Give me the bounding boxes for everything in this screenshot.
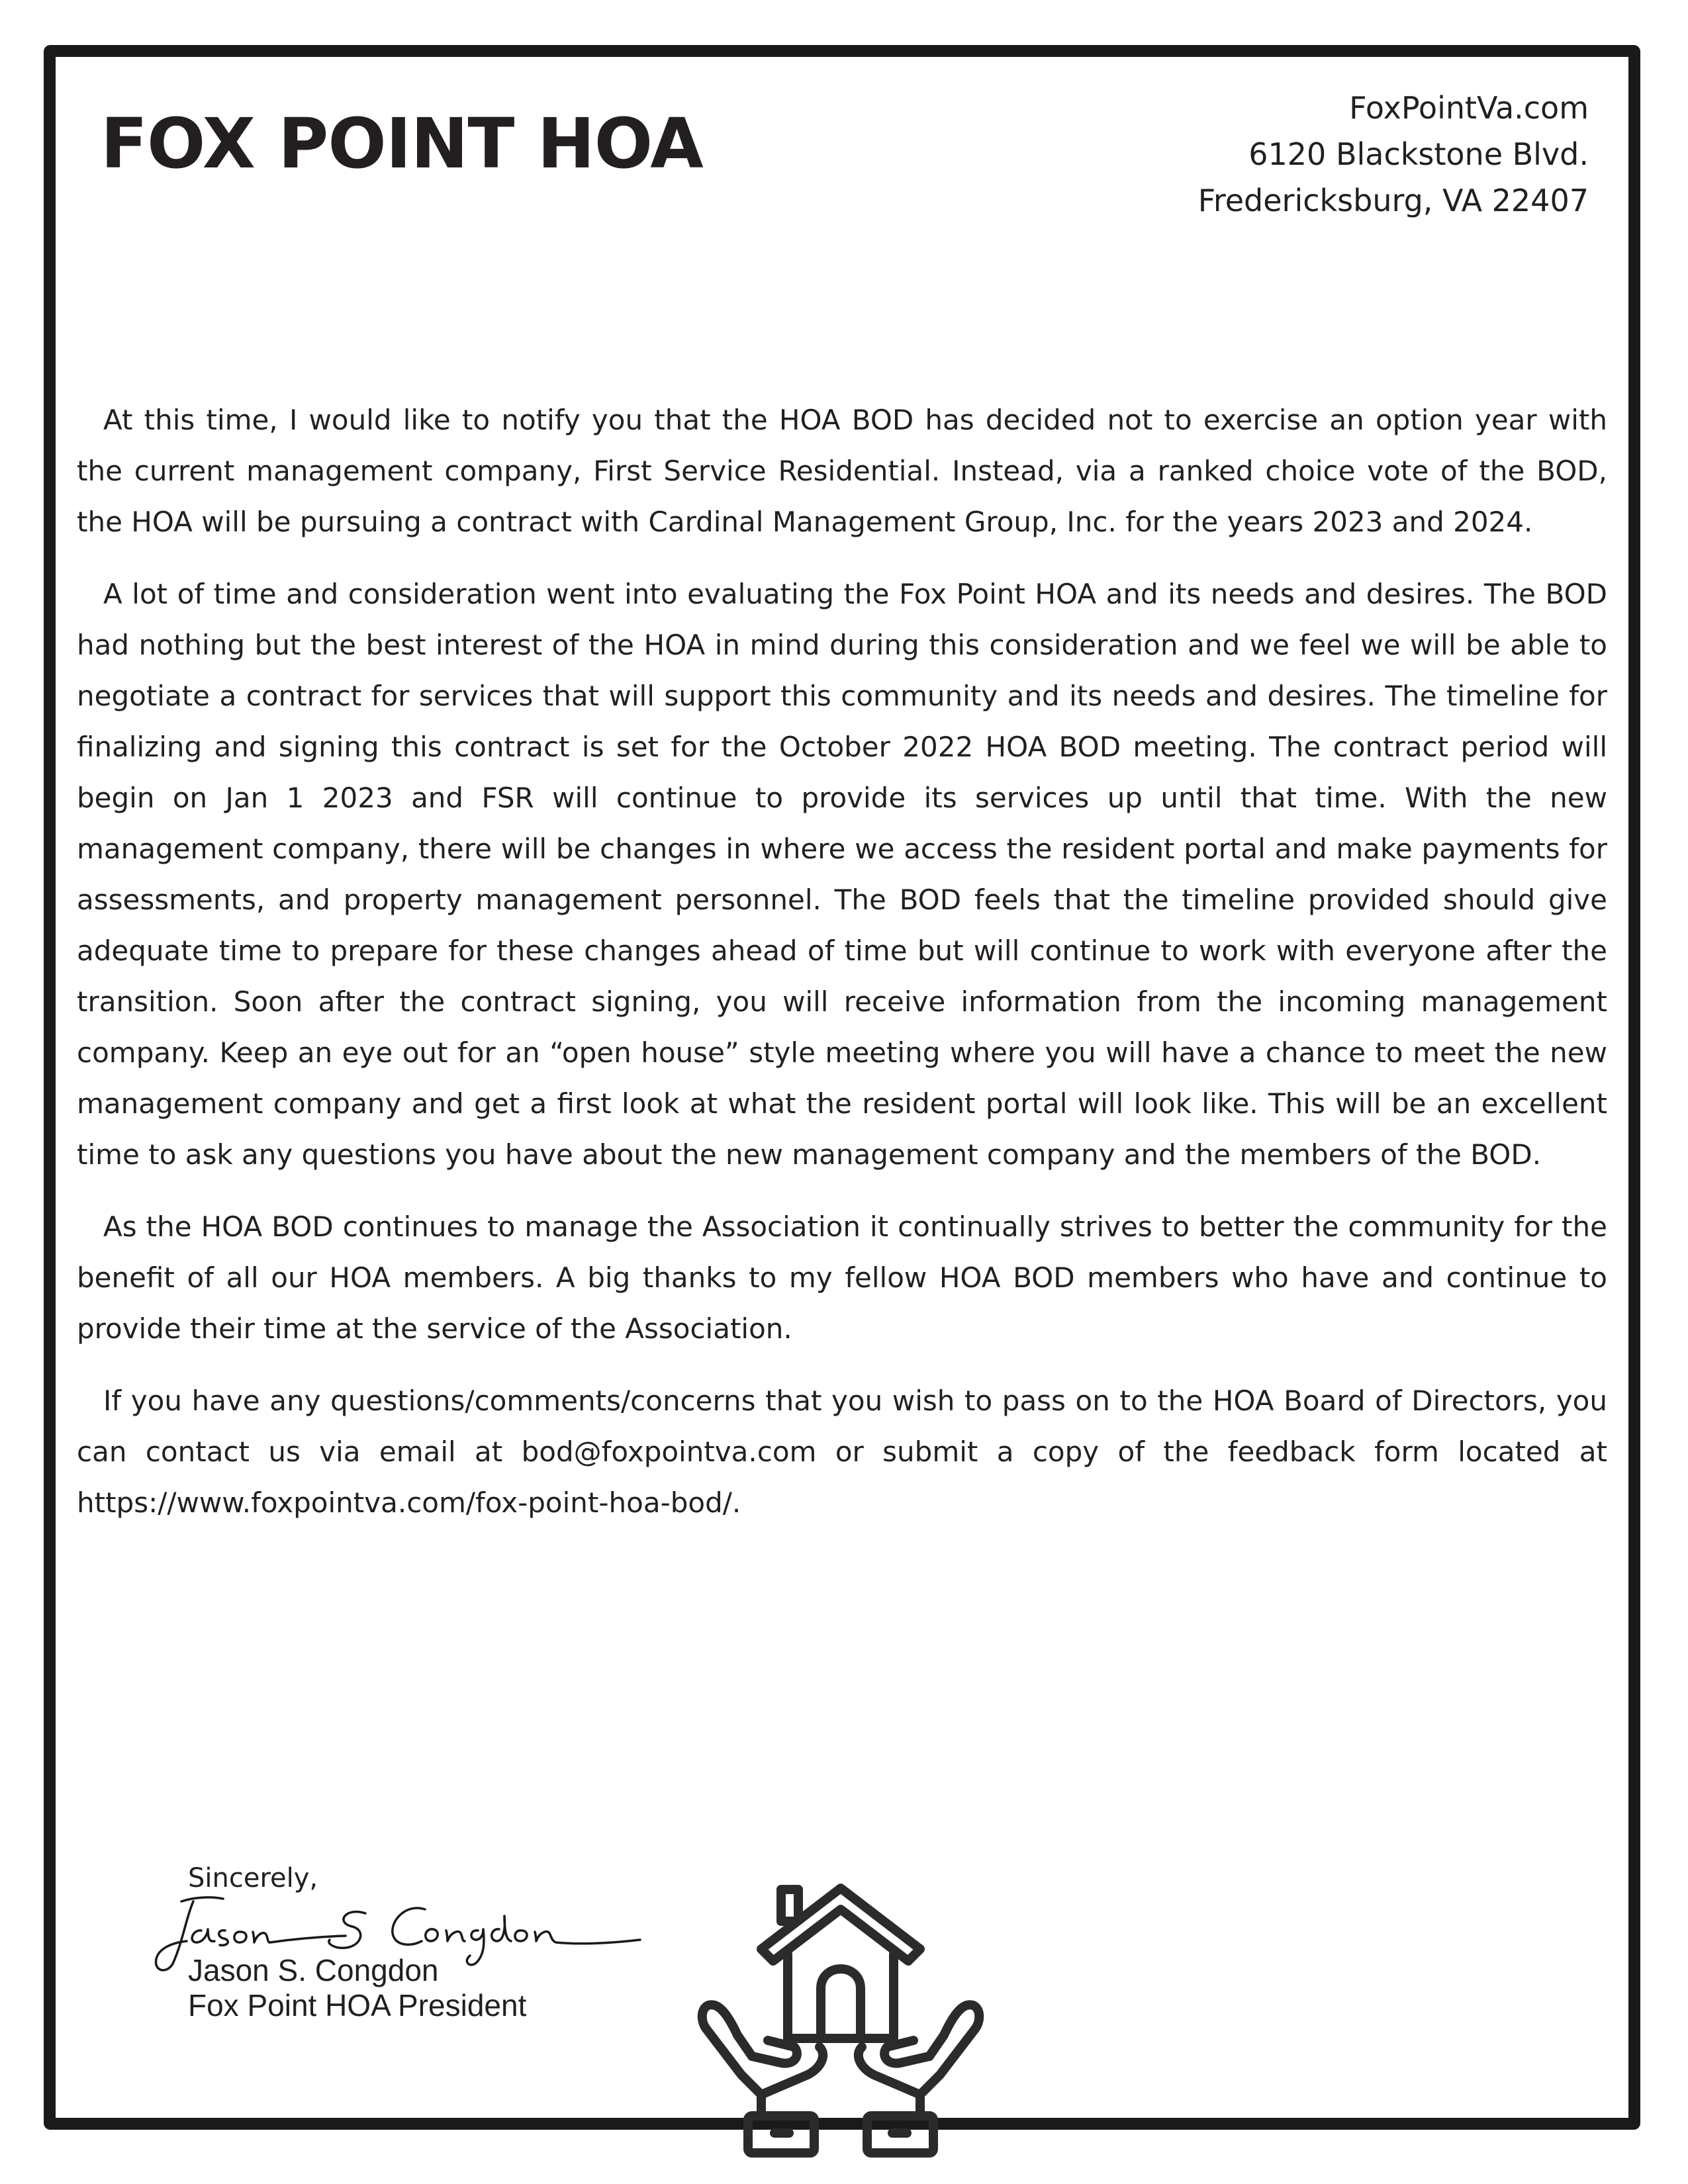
paragraph-1: At this time, I would like to notify you that the HOA BOD has decided not to exercise an option year with the current management company, First Service Residential. Instead, via a ranked choice vote of the BOD, the HOA will be pursuing a contract with Cardinal Management Group, Inc. for the years 2023 and 2024. <box>77 404 1607 538</box>
org-title: FOX POINT HOA <box>101 103 703 184</box>
signer-title: Fox Point HOA President <box>188 1988 527 2023</box>
org-address <box>1198 85 1589 224</box>
org-street: 6120 Blackstone Blvd. <box>1248 136 1589 172</box>
closing: Sincerely, <box>188 1863 318 1893</box>
paragraph-3: As the HOA BOD continues to manage the Association it continually strives to better the community for the benefit of all our HOA members. A big thanks to my fellow HOA BOD members who have and continue to provide their time at the service of the Association. <box>77 1210 1607 1345</box>
signature-block <box>147 1863 663 2035</box>
letter-body <box>77 394 1607 1549</box>
org-website: FoxPointVa.com <box>1349 90 1589 126</box>
org-city-state-zip: Fredericksburg, VA 22407 <box>1197 183 1589 218</box>
signer-name: Jason S. Congdon <box>188 1953 439 1987</box>
paragraph-4: If you have any questions/comments/concerns that you wish to pass on to the HOA Board of Directors, you can contact us via email at bod@foxpointva.com or submit a copy of the feedback form located at https://www.foxpointva.com/fox-point-hoa-bod/. <box>77 1385 1607 1519</box>
paragraph-2: A lot of time and consideration went into evaluating the Fox Point HOA and its needs and desires. The BOD had nothing but the best interest of the HOA in mind during this consideration and we feel we will be able to negotiate a contract for services that will support this community and its needs and desires. The timeline for finalizing and signing this contract is set for the October 2022 HOA BOD meeting. The contract period will begin on Jan 1 2023 and FSR will continue to provide its services up until that time. With the new management company, there will be changes in where we access the resident portal and make payments for assessments, and property management personnel. The BOD feels that the timeline provided should give adequate time to prepare for these changes ahead of time but will continue to work with everyone after the transition. Soon after the contract signing, you will receive information from the incoming management company. Keep an eye out for an “open house” style meeting where you will have a chance to meet the new management company and get a first look at what the resident portal will look like. This will be an excellent time to ask any questions you have about the new management company and the members of the BOD. <box>77 578 1607 1171</box>
hands-holding-house-icon <box>695 1876 986 2161</box>
